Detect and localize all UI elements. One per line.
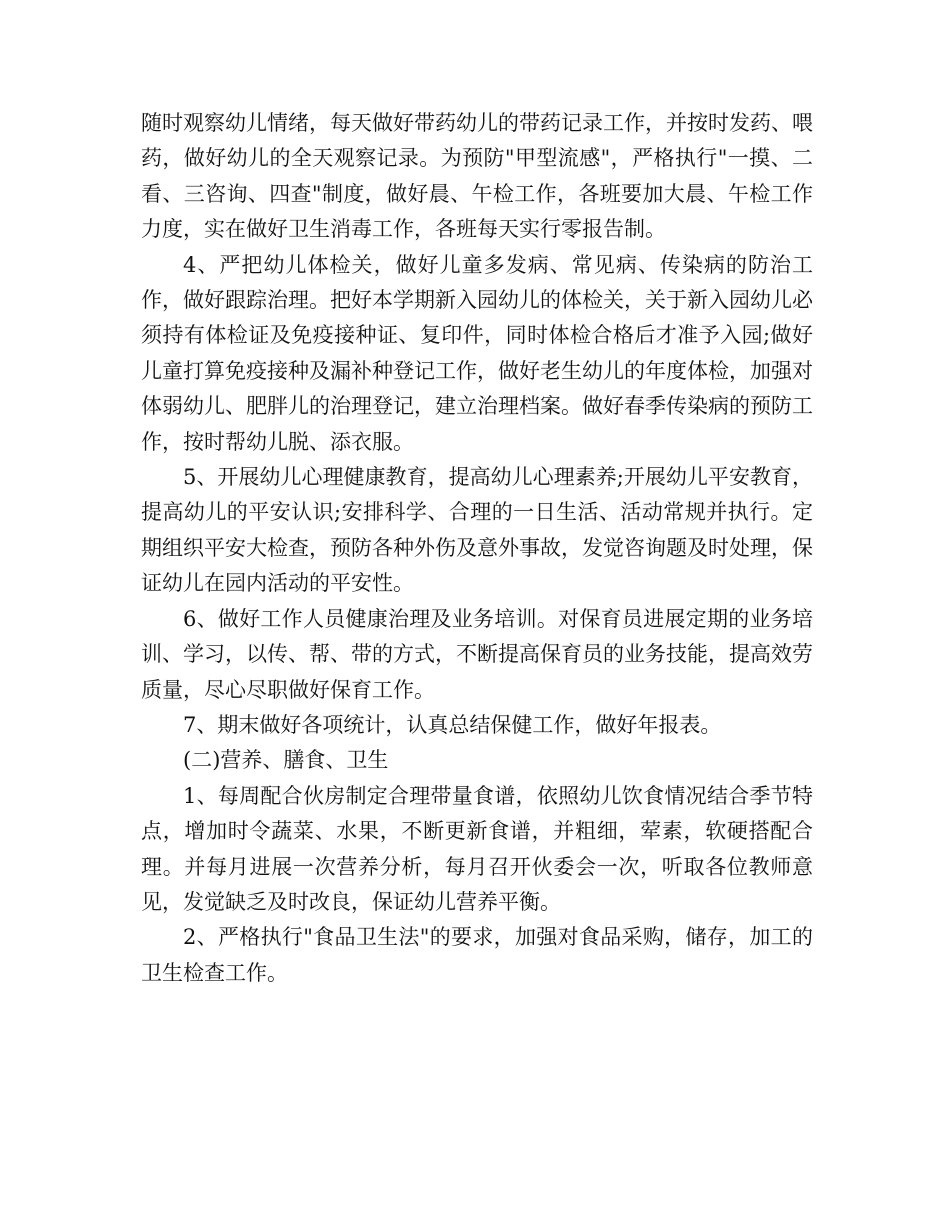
section-heading: (二)营养、膳食、卫生 <box>183 748 389 773</box>
paragraph-item-6: 6、做好工作人员健康治理及业务培训。对保育员进展定期的业务培训、学习，以传、帮、带的方式，不断提高保育员的业务技能，提高效劳质量，尽心尽职做好保育工作。 <box>141 606 813 702</box>
paragraph-item-7: 7、期末做好各项统计，认真总结保健工作，做好年报表。 <box>183 712 722 737</box>
paragraph-continuation: 随时观察幼儿情绪，每天做好带药幼儿的带药记录工作，并按时发药、喂药，做好幼儿的全天观察记录。为预防"甲型流感"，严格执行"一摸、二看、三咨询、四查"制度，做好晨、午检工作，各班要加大晨、午检工作力度，实在做好卫生消毒工作，各班每天实行零报告制。 <box>141 111 813 242</box>
document-body <box>141 106 813 991</box>
paragraph-item-5: 5、开展幼儿心理健康教育，提高幼儿心理素养;开展幼儿平安教育，提高幼儿的平安认识;安排科学、合理的一日生活、活动常规并执行。定期组织平安大检查，预防各种外伤及意外事故，发觉咨询题及时处理，保证幼儿在园内活动的平安性。 <box>141 465 813 596</box>
paragraph-nutrition-1: 1、每周配合伙房制定合理带量食谱，依照幼儿饮食情况结合季节特点，增加时令蔬菜、水果，不断更新食谱，并粗细，荤素，软硬搭配合理。并每月进展一次营养分析，每月召开伙委会一次，听取各位教师意见，发觉缺乏及时改良，保证幼儿营养平衡。 <box>141 783 813 914</box>
paragraph-nutrition-2: 2、严格执行"食品卫生法"的要求，加强对食品采购，储存，加工的卫生检查工作。 <box>141 925 813 985</box>
paragraph-item-4: 4、严把幼儿体检关，做好儿童多发病、常见病、传染病的防治工作，做好跟踪治理。把好本学期新入园幼儿的体检关，关于新入园幼儿必须持有体检证及免疫接种证、复印件，同时体检合格后才准予入园;做好儿童打算免疫接种及漏补种登记工作，做好老生幼儿的年度体检，加强对体弱幼儿、肥胖儿的治理登记，建立治理档案。做好春季传染病的预防工作，按时帮幼儿脱、添衣服。 <box>141 252 813 454</box>
